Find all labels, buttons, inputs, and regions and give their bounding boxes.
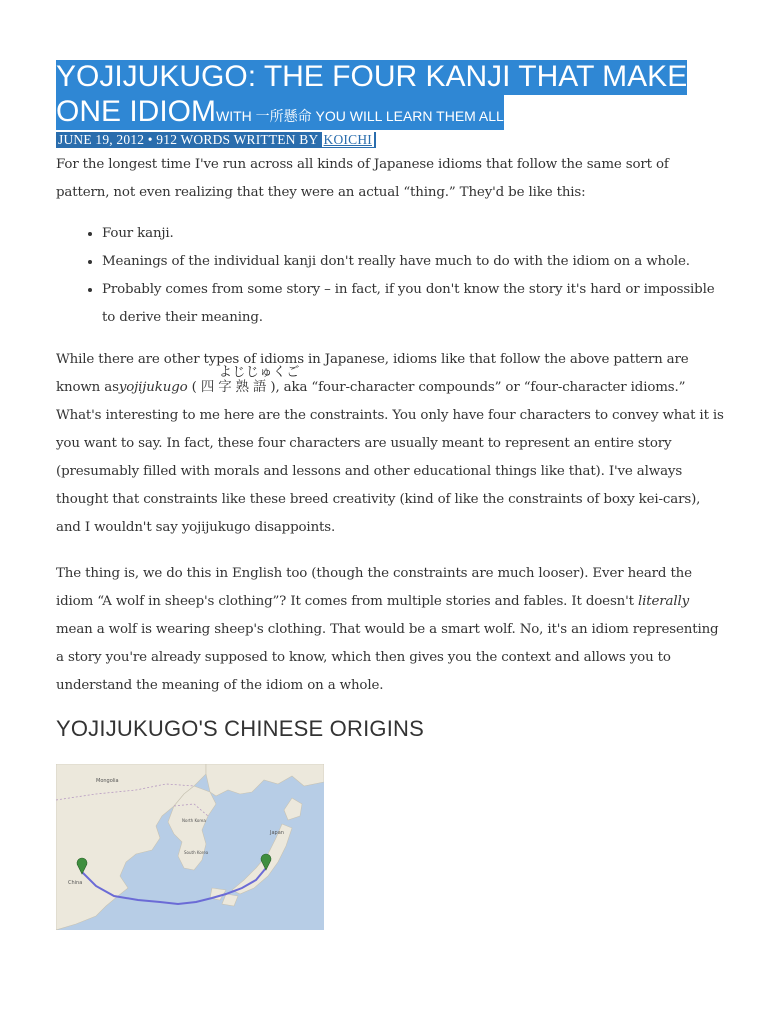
map-graphic bbox=[56, 764, 324, 930]
list-item: • Four kanji. bbox=[102, 220, 726, 248]
article-subtitle: WITH 一所懸命 YOU WILL LEARN THEM ALL bbox=[216, 108, 504, 124]
paragraph-text: The thing is, we do this in English too (though the constraints are much looser). Ever heard the idiom “A wolf in sheep's clothing”? It comes from multiple stories and fables. It doesn't bbox=[56, 566, 692, 609]
section-heading: YOJIJUKUGO'S CHINESE ORIGINS bbox=[56, 716, 424, 741]
map-label: China bbox=[68, 880, 83, 886]
map-label: South Korea bbox=[184, 850, 209, 855]
article-meta bbox=[56, 132, 726, 148]
paragraph-text: mean a wolf is wearing sheep's clothing. That would be a smart wolf. No, it's an idiom representing a story you're already supposed to know, which then gives you the context and allows you to understand the meaning of the idiom on a whole. bbox=[56, 622, 719, 693]
furigana: よじじゅくご bbox=[218, 365, 300, 380]
route-map-image bbox=[56, 764, 324, 930]
meta-date-words: JUNE 19, 2012 • 912 WORDS WRITTEN BY bbox=[58, 132, 318, 147]
map-label: Japan bbox=[270, 830, 284, 836]
title-line-2: ONE IDIOM bbox=[56, 95, 217, 128]
paragraph-english bbox=[56, 560, 726, 700]
pattern-list bbox=[56, 220, 726, 332]
paren-open: ( bbox=[187, 380, 201, 395]
article-title bbox=[56, 60, 726, 130]
paragraph-constraints: What's interesting to me here are the constraints. You only have four characters to convey what it is you want to say. In fact, these four characters are usually meant to represent an entire story (presumably filled with morals and lessons and other educational things like that). I've always thought that constraints like these breed creativity (kind of like the constraints of boxy kei-cars), and I wouldn't say yojijukugo disappoints. bbox=[56, 408, 724, 535]
map-label: Mongolia bbox=[96, 778, 119, 784]
author-link[interactable]: KOICHI bbox=[323, 132, 372, 147]
title-line-1: YOJIJUKUGO: THE FOUR KANJI THAT MAKE bbox=[56, 60, 688, 93]
map-label: North Korea bbox=[182, 818, 206, 823]
paragraph-yojijukugo bbox=[56, 346, 726, 402]
article-body bbox=[56, 151, 726, 700]
list-item: • Probably comes from some story – in fact, if you don't know the story it's hard or impossible to derive their meaning. bbox=[102, 276, 726, 332]
article bbox=[56, 60, 726, 930]
paragraph-text: ), aka “four-character compounds” or “four-character idioms.” bbox=[270, 380, 686, 395]
emphasis-literally: literally bbox=[638, 594, 690, 609]
kanji-with-furigana bbox=[200, 365, 300, 402]
list-item: • Meanings of the individual kanji don't really have much to do with the idiom on a whole. bbox=[102, 248, 726, 276]
term-yojijukugo: yojijukugo bbox=[118, 380, 188, 395]
paragraph-intro: For the longest time I've run across all kinds of Japanese idioms that follow the same sort of pattern, not even realizing that they were an actual “thing.” They'd be like this: bbox=[56, 157, 669, 200]
paragraph-text: While there are other types of idioms in Japanese, idioms like that follow the above pattern are known as bbox=[56, 352, 689, 395]
kanji-term: 四字熟語 bbox=[200, 380, 271, 395]
